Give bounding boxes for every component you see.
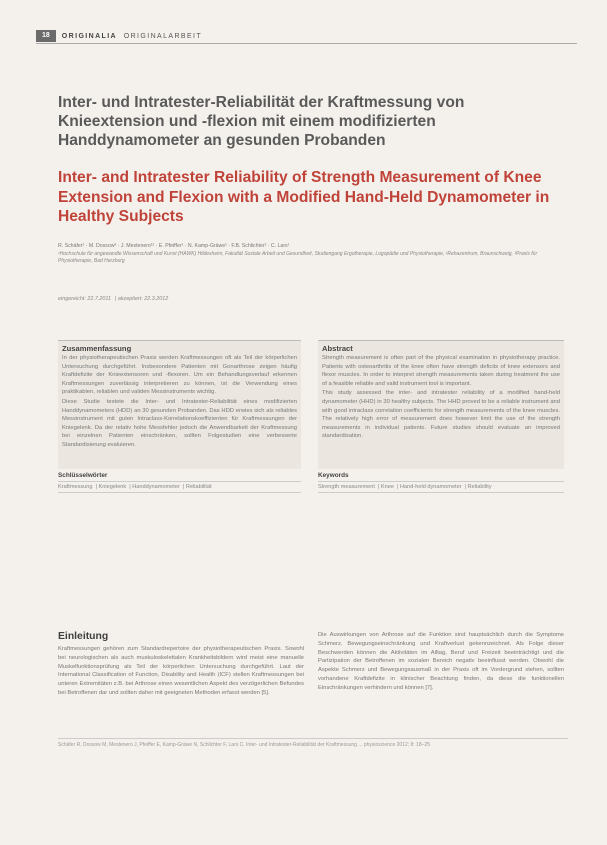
zusammenfassung-heading: Zusammenfassung (62, 344, 132, 353)
accepted-date: akzeptiert: 22.3.2012 (117, 296, 169, 302)
zusammenfassung-paragraph-2: Diese Studie testete die Inter- und Intratester-Reliabilität eines modifizierten Handdynamometers (HDD) an 30 gesunden Probanden. Das HDD erwies sich als reliables Messinstrument mit guten Intraclass-Korrelationskoeffizienten für Kraftmessungen der Kniegelenk. Da der relativ hohe Messfehler jedoch die Anwendbarkeit der Kraftmessung bei einzelnen Patienten einschränken, sollten Folgestudien eine verbesserte Standardisierung evaluieren. (62, 398, 297, 448)
keywords-english: Keywords Strength measurement | Knee | Hand-held dynamometer | Reliability (318, 472, 564, 493)
section-label: ORIGINALIA (61, 32, 118, 40)
keyword: Kniegelenk (98, 484, 127, 490)
einleitung-paragraph-right: Die Auswirkungen von Arthrose auf die Funktion sind hauptsächlich durch die Symptome Schmerz, Bewegungseinschränkung und Kraftverlust gekennzeichnet. Als Folge dieser Beschwerden können die Aktivitäten im Alltag, Beruf und Freizeit beeinträchtigt und die Partizipation der Betroffenen im sozialen Bereich negativ beeinflusst werden. Obwohl die Aspekte Schmerz und Bewegungsausmaß in der Praxis oft im Vordergrund stehen, sollten vorhandene Kraftdefizite in klinischer Beachtung finden, da diese die funktionellen Einschränkungen verhindern und können [7]. (318, 632, 564, 691)
title-english: Inter- and Intratester Reliability of Strength Measurement of Knee Extension and Flexion with a Modified Hand-Held Dynamometer in Healthy Subjects (58, 169, 550, 225)
running-header (36, 30, 202, 42)
keywords-german-heading: Schlüsselwörter (58, 472, 108, 479)
keyword: Handdynamometer (132, 484, 180, 490)
abstract-paragraph-1: Strength measurement is often part of the physical examination in physiotherapy practice. Patients with osteoarthritis of the knee often have strength deficits of knee extensors and flexor muscles. In order to interpret strength measurements taken during treatment the use of a feasible reliable and valid instrument tool is important. (322, 355, 560, 387)
abstract-paragraph-2: This study assessed the inter- and intratester reliability of a modified hand-held dynamometer (HHD) in 30 healthy subjects. The HHD proved to be a reliable instrument and with good intraclass correlation coefficients for strength measurements of the knee muscles. The relatively high error of measurement does however limit the use of the strength measurements in individual patients. Future studies should evaluate an improved standardisation. (322, 390, 560, 440)
header-divider (36, 43, 577, 44)
zusammenfassung-box (58, 340, 301, 469)
abstract-box (318, 340, 564, 469)
page-number: 18 (36, 30, 56, 42)
keywords-german: Schlüsselwörter Kraftmessung | Kniegelenk | Handdynamometer | Reliabilität (58, 472, 301, 493)
section-sublabel: ORIGINALARBEIT (123, 32, 203, 40)
keyword: Reliabilität (185, 484, 212, 490)
keyword: Knee (380, 484, 394, 490)
einleitung-paragraph-left: Kraftmessungen gehören zum Standardrepertoire der physiotherapeutischen Praxis. Sowohl bei neurologischen als auch muskuloskelettalen Krankheitsbildern wird meist eine manuelle Muskelfunktionsprüfung als Teil der körperlichen Untersuchung durchgeführt. Laut der International Classification of Function, Disability and Health (ICF) stellen Kraftmessungen bei unteren Extremitäten z.B. bei Arthrose einen wesentlichen Aspekt des verzögerlichen Befundes bei Betroffenen dar und sollten daher mit geeigneten Methoden erfasst werden [5]. (58, 646, 304, 696)
body-column-left (58, 645, 304, 698)
submission-dates: eingereicht: 22.7.2011 | akzeptiert: 22.3.2012 (58, 296, 169, 302)
received-date: eingereicht: 22.7.2011 (58, 296, 111, 302)
keyword: Kraftmessung (58, 484, 93, 490)
zusammenfassung-paragraph-1: In der physiotherapeutischen Praxis werden Kraftmessungen oft als Teil der körperlichen Untersuchung durchgeführt. Insbesondere Patienten mit Gonarthrose zeigen häufig Kraftdefizite der Knieextensoren und -flexoren. Um ein Behandlungsverlauf erkennen Kraftmessungen zuverlässig interpretieren zu können, ist die Verwendung eines praktikablen, reliablen und validen Messinstruments wichtig. (62, 355, 297, 396)
affiliations: ¹Hochschule für angewandte Wissenschaft und Kunst (HAWK) Hildesheim, Fakultät Soziale Arbeit und Gesundheit, Studiengang Ergotherapie, Logopädie und Physiotherapie, ²Rehazentrum, Braunschweig, ³Praxis für Physiotherapie, Bad Harzburg (58, 251, 538, 264)
keyword: Hand-held dynamometer (400, 484, 462, 490)
citation-footer: Schäfer R, Dossow M, Mestenero J, Pfeiffer E, Kamp-Gräwe N, Schlichter F, Lars C. Inter- und Intratester-Reliabilität der Kraftmessung ... physioscience 2012; 8: 18–25 (58, 738, 568, 748)
einleitung-heading: Einleitung (58, 631, 109, 642)
title-german: Inter- und Intratester-Reliabilität der Kraftmessung von Knieextension und -flexion mit einem modifizierten Handdynamometer an gesunden Probanden (58, 94, 465, 149)
keyword: Strength measurement (318, 484, 375, 490)
abstract-heading: Abstract (322, 344, 353, 353)
keywords-english-heading: Keywords (318, 472, 349, 479)
body-column-right (318, 631, 564, 693)
author-list: R. Schäfer¹ · M. Dossow² · J. Mestenero¹² · E. Pfeiffer¹ · N. Kamp-Gräwe¹ · F.B. Schlichter¹ · C. Lars¹ (58, 243, 290, 249)
keyword: Reliability (467, 484, 492, 490)
